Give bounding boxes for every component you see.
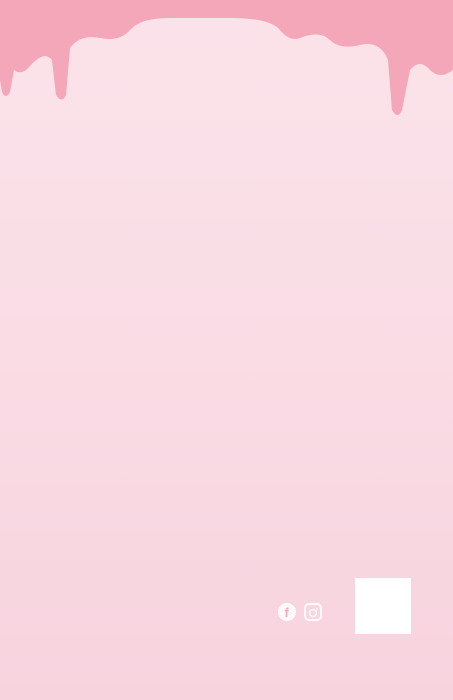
- svg-text:f: f: [284, 605, 289, 620]
- qr-code[interactable]: [355, 578, 411, 634]
- icing-drip-decoration: [0, 0, 453, 120]
- facebook-icon[interactable]: [278, 603, 296, 621]
- instagram-icon[interactable]: [304, 603, 322, 621]
